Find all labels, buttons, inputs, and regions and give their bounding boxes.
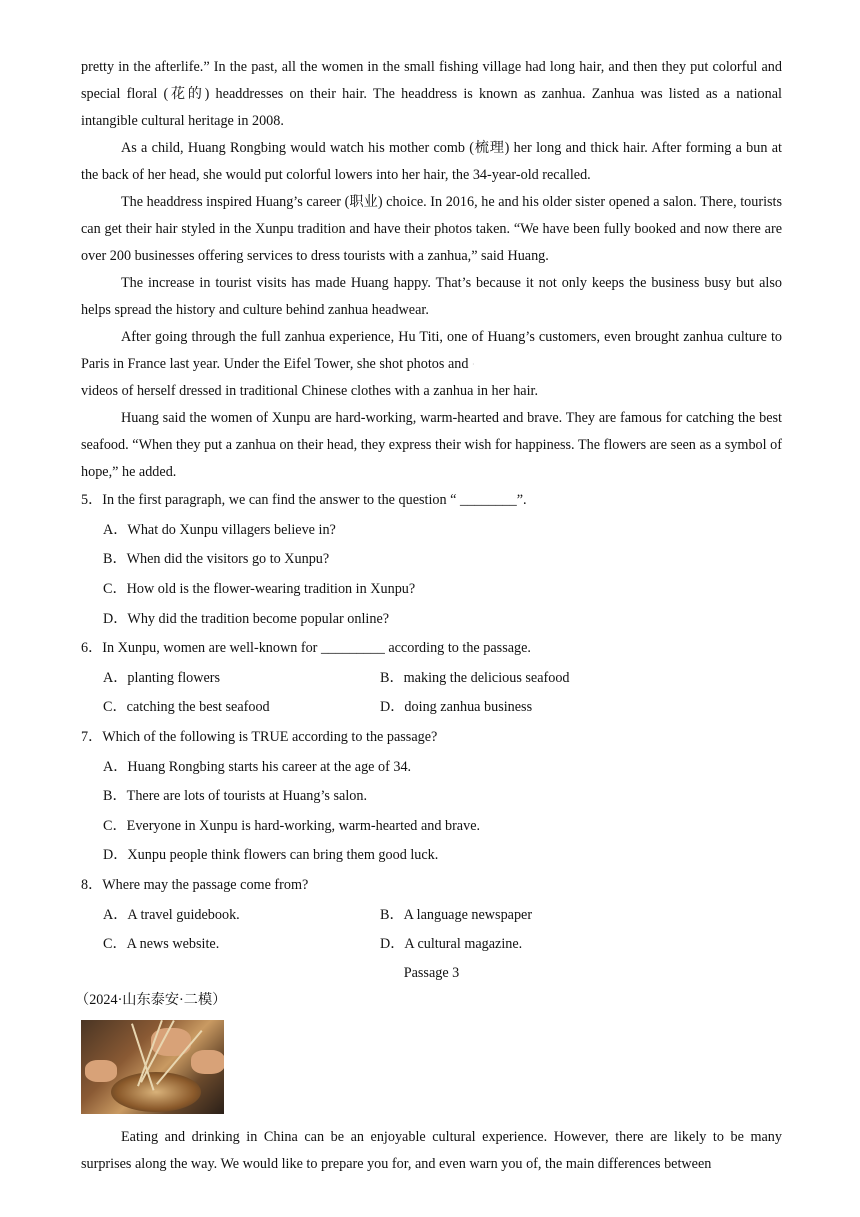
answer-option: B．There are lots of tourists at Huang’s salon.	[103, 788, 367, 805]
paragraph-6: videos of herself dressed in traditional Chinese clothes with a zanhua in her hair.	[81, 383, 539, 400]
answer-option: A．What do Xunpu villagers believe in?	[103, 521, 336, 538]
answer-option: D．A cultural magazine.	[380, 936, 523, 953]
option-row	[81, 930, 782, 960]
paragraph-4: The increase in tourist visits has made Huang happy. That’s because it not only keeps the business busy but also helps spread the history and culture behind zanhua headwear.	[81, 275, 782, 318]
option-row	[81, 664, 782, 694]
answer-option: B．making the delicious seafood	[380, 669, 570, 686]
question-stem: 7．Which of the following is TRUE according to the passage?	[81, 728, 438, 745]
hotpot-photo	[81, 1020, 224, 1114]
stray-mark: ·	[472, 360, 475, 370]
answer-option: A．A travel guidebook.	[103, 906, 240, 923]
question-stem: 8．Where may the passage come from?	[81, 876, 309, 893]
passage-3-heading: Passage 3	[403, 964, 460, 981]
passage-3-paragraph-1: Eating and drinking in China can be an enjoyable cultural experience. However, there are likely to be many surprises along the way. We would like to prepare you for, and even warn you of, the main differences between	[81, 1128, 782, 1172]
paragraph-7: Huang said the women of Xunpu are hard-working, warm-hearted and brave. They are famous for catching the best seafood. “When they put a zanhua on their head, they express their wish for happiness. The flowers are seen as a symbol of hope,” he added.	[81, 410, 782, 481]
paragraph-3: The headdress inspired Huang’s career (职业) choice. In 2016, he and his older sister opened a salon. There, tourists can get their hair styled in the Xunpu tradition and have their photos taken. “We have been fully booked and now there are over 200 businesses offering services to dress tourists with a zanhua,” said Huang.	[81, 194, 782, 264]
answer-option: D．Why did the tradition become popular online?	[103, 610, 390, 627]
answer-option: C．Everyone in Xunpu is hard-working, warm-hearted and brave.	[103, 817, 481, 834]
bowl-shape	[111, 1072, 201, 1112]
paragraph-5-text: After going through the full zanhua experience, Hu Titi, one of Huang’s customers, even brought zanhua culture to Paris in France last year. Under the Eifel Tower, she shot photos and	[81, 329, 782, 372]
passage-3-source: （2024·山东泰安·二模）	[75, 991, 227, 1008]
paragraph-2: As a child, Huang Rongbing would watch his mother comb (梳理) her long and thick hair. After forming a bun at the back of her head, she would put colorful lowers into her hair, the 34-year-old recalled.	[81, 140, 782, 183]
answer-option: A．Huang Rongbing starts his career at the age of 34.	[103, 758, 412, 775]
hand-shape	[191, 1050, 224, 1074]
option-row	[81, 901, 782, 931]
answer-option: C．catching the best seafood	[103, 699, 270, 716]
option-row	[81, 693, 782, 723]
answer-option: B．When did the visitors go to Xunpu?	[103, 551, 330, 568]
question-stem: 6．In Xunpu, women are well-known for _________ according to the passage.	[81, 640, 531, 657]
answer-option: C．How old is the flower-wearing tradition in Xunpu?	[103, 581, 416, 598]
answer-option: D．doing zanhua business	[380, 699, 533, 716]
answer-option: C．A news website.	[103, 936, 220, 953]
paragraph-5	[81, 324, 782, 378]
question-list	[81, 486, 782, 960]
hand-shape	[85, 1060, 117, 1082]
document-page	[75, 54, 782, 1178]
answer-option: A．planting flowers	[103, 669, 221, 686]
paragraph-1: pretty in the afterlife.” In the past, all the women in the small fishing village had long hair, and then they put colorful and special floral (花的) headdresses on their hair. The headdress is known as zanhua. Zanhua was listed as a national intangible cultural heritage in 2008.	[81, 59, 782, 129]
answer-option: B．A language newspaper	[380, 906, 533, 923]
question-stem: 5．In the first paragraph, we can find the answer to the question “ ________”.	[81, 492, 527, 509]
answer-option: D．Xunpu people think flowers can bring them good luck.	[103, 847, 439, 864]
